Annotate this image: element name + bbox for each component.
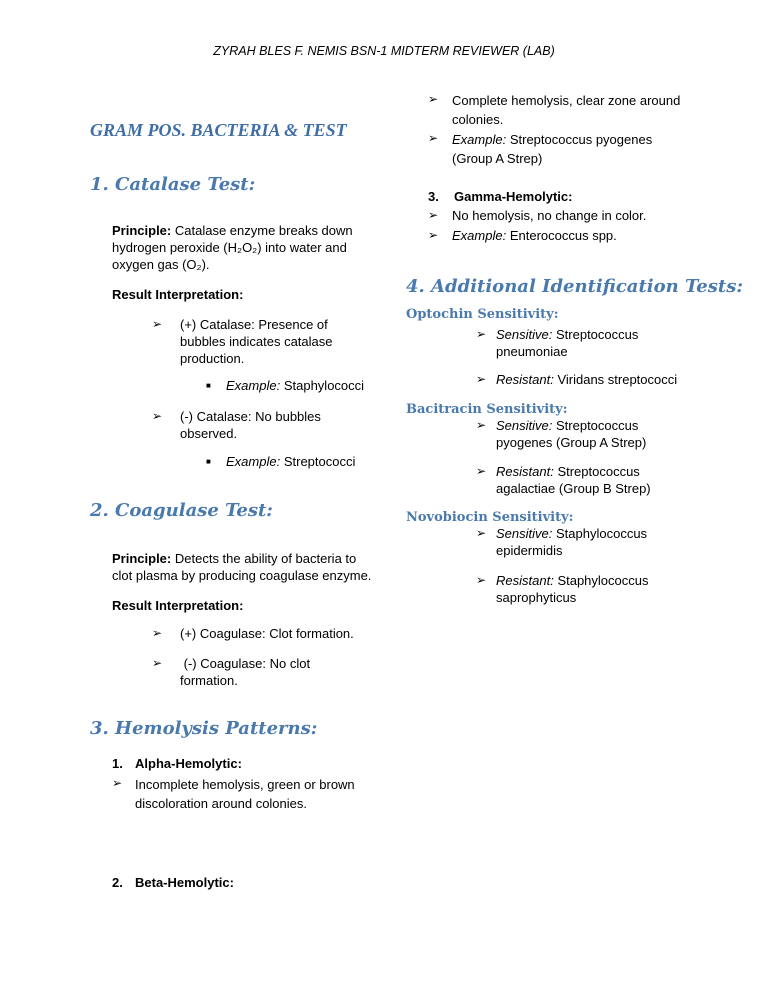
principle-text: hydrogen peroxide (H₂O₂) into water and: [112, 240, 347, 255]
arrow-bullet-icon: ➢: [152, 409, 163, 423]
coagulase-title: 2. Coagulase Test:: [90, 500, 273, 521]
catalase-positive: (+) Catalase: Presence of bubbles indicates catalase production.: [180, 317, 333, 366]
arrow-bullet-icon: ➢: [476, 526, 487, 540]
arrow-bullet-icon: ➢: [152, 317, 163, 331]
principle-label: Principle:: [112, 223, 172, 238]
principle-text: oxygen gas (O₂).: [112, 257, 210, 272]
alpha-description: Incomplete hemolysis, green or brown discoloration around colonies.: [135, 777, 355, 811]
bacitracin-sensitive: Sensitive: Streptococcus pyogenes (Group A Strep): [496, 418, 647, 450]
beta-number: 2.: [112, 875, 123, 890]
coagulase-positive: (+) Coagulase: Clot formation.: [180, 626, 354, 641]
arrow-bullet-icon: ➢: [112, 776, 123, 790]
gamma-title: Gamma-Hemolytic:: [454, 189, 573, 204]
catalase-positive-example: Example: Staphylococci: [226, 378, 365, 393]
alpha-title: Alpha-Hemolytic:: [135, 756, 242, 771]
beta-title: Beta-Hemolytic:: [135, 875, 234, 890]
gamma-number: 3.: [428, 189, 439, 204]
arrow-bullet-icon: ➢: [476, 327, 487, 341]
arrow-bullet-icon: ➢: [428, 208, 439, 222]
arrow-bullet-icon: ➢: [476, 464, 487, 478]
bacitracin-resistant: Resistant: Streptococcus agalactiae (Group B Strep): [496, 464, 651, 496]
arrow-bullet-icon: ➢: [476, 418, 487, 432]
arrow-bullet-icon: ➢: [428, 92, 439, 106]
square-bullet-icon: ■: [206, 457, 211, 466]
page-header: ZYRAH BLES F. NEMIS BSN-1 MIDTERM REVIEWER (LAB): [213, 44, 555, 58]
result-label: Result Interpretation:: [112, 598, 244, 613]
gamma-description: No hemolysis, no change in color.: [452, 208, 647, 223]
principle-text: Catalase enzyme breaks down: [174, 223, 353, 238]
arrow-bullet-icon: ➢: [428, 228, 439, 242]
gamma-example: Example: Enterococcus spp.: [452, 228, 617, 243]
arrow-bullet-icon: ➢: [152, 656, 163, 670]
alpha-number: 1.: [112, 756, 123, 771]
coagulase-negative: (-) Coagulase: No clot formation.: [180, 656, 311, 688]
arrow-bullet-icon: ➢: [476, 372, 487, 386]
optochin-sensitive: Sensitive: Streptococcus pneumoniae: [496, 327, 639, 359]
result-label: Result Interpretation:: [112, 287, 244, 302]
catalase-principle: [112, 222, 382, 273]
novobiocin-sensitive: Sensitive: Staphylococcus epidermidis: [496, 526, 648, 558]
arrow-bullet-icon: ➢: [428, 131, 439, 145]
coagulase-principle: Principle: Detects the ability of bacteria to clot plasma by producing coagulase enzyme.: [112, 551, 372, 583]
additional-tests-title: 4. Additional Identification Tests:: [406, 276, 743, 297]
bacitracin-title: Bacitracin Sensitivity:: [406, 402, 568, 417]
optochin-title: Optochin Sensitivity:: [406, 307, 559, 322]
beta-description: Complete hemolysis, clear zone around colonies.: [452, 93, 681, 127]
section-title: GRAM POS. BACTERIA & TEST: [90, 120, 347, 140]
square-bullet-icon: ■: [206, 381, 211, 390]
catalase-title: 1. Catalase Test:: [90, 174, 256, 195]
optochin-resistant: Resistant: Viridans streptococci: [496, 372, 678, 387]
catalase-negative-example: Example: Streptococci: [226, 454, 356, 469]
hemolysis-title: 3. Hemolysis Patterns:: [90, 718, 318, 739]
arrow-bullet-icon: ➢: [476, 573, 487, 587]
beta-example: Example: Streptococcus pyogenes (Group A Strep): [452, 132, 653, 166]
novobiocin-title: Novobiocin Sensitivity:: [406, 510, 574, 525]
catalase-negative: (-) Catalase: No bubbles observed.: [180, 409, 321, 441]
novobiocin-resistant: Resistant: Staphylococcus saprophyticus: [496, 573, 649, 605]
arrow-bullet-icon: ➢: [152, 626, 163, 640]
